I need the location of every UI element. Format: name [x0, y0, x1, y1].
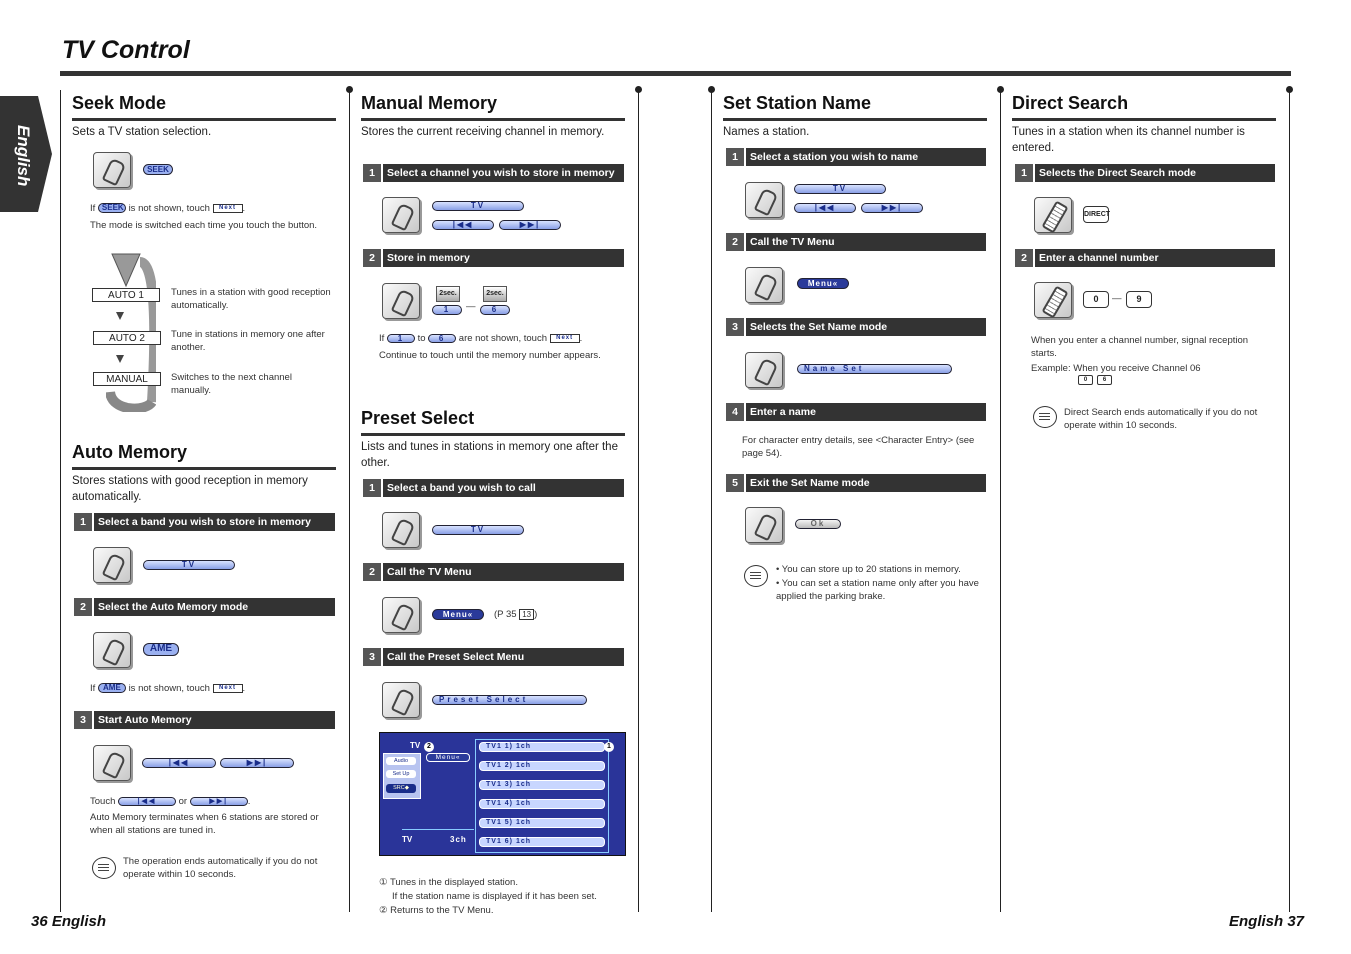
preset-select-step-2	[363, 563, 624, 581]
step-label: Start Auto Memory	[98, 714, 192, 726]
digit-key-0[interactable]: 0	[1083, 291, 1109, 308]
direct-key[interactable]: DIRECT	[1083, 206, 1109, 223]
preset-item[interactable]: TV1 4) 1ch	[479, 799, 605, 809]
preset-select-desc: Lists and tunes in stations in memory one after the other.	[361, 441, 618, 469]
divider-dot	[346, 86, 353, 93]
note-icon	[92, 857, 116, 879]
tv-button[interactable]: TV	[432, 201, 524, 211]
preset-item[interactable]: TV1 3) 1ch	[479, 780, 605, 790]
page-title: TV Control	[62, 36, 190, 64]
touch-hand-icon	[93, 547, 131, 583]
mode-auto1-desc: Tunes in a station with good reception automatically.	[171, 287, 331, 311]
touch-hand-icon	[745, 267, 783, 303]
touch-hand-icon	[93, 745, 131, 781]
seek-next-button[interactable]: ▶▶|	[220, 758, 294, 768]
step-number: 5	[726, 474, 746, 492]
auto-memory-note: The operation ends automatically if you do not operate within 10 seconds.	[123, 856, 318, 880]
if-mid-text: are not shown, touch	[458, 333, 547, 344]
preset-item[interactable]: TV1 2) 1ch	[479, 761, 605, 771]
touch-line: Touch |◀◀ or ▶▶| .	[90, 796, 251, 807]
src-button[interactable]: SRC◆	[386, 784, 416, 793]
menu-ref-text: (P 35	[494, 609, 517, 620]
if-word: If	[90, 683, 96, 694]
manual-memory-heading: Manual Memory	[361, 93, 625, 121]
direct-search-note: Direct Search ends automatically if you do not operate within 10 seconds.	[1064, 407, 1258, 431]
mode-manual-desc: Switches to the next channel manually.	[171, 372, 292, 396]
step-number: 2	[1015, 249, 1035, 267]
preset-item[interactable]: TV1 1) 1ch	[479, 742, 605, 752]
touch-word: Touch	[90, 796, 116, 807]
audio-button[interactable]: Audio	[386, 757, 416, 765]
seek-prev-button[interactable]: |◀◀	[794, 203, 856, 213]
column-divider	[349, 90, 350, 912]
step-label: Select a station you wish to name	[750, 151, 919, 163]
step-label: Call the TV Menu	[387, 566, 472, 578]
step-label: Selects the Set Name mode	[750, 321, 888, 333]
footnote-1b: If the station name is displayed if it has been set.	[392, 891, 597, 902]
preset-1-inline: 1	[387, 334, 415, 343]
divider-dot	[1286, 86, 1293, 93]
step-number: 3	[363, 648, 383, 666]
step-label: Select a band you wish to store in memory	[98, 516, 311, 528]
step-number: 3	[74, 711, 94, 729]
example-key-0: 0	[1078, 375, 1093, 385]
if-word: If	[90, 203, 96, 214]
auto-memory-end-text: Auto Memory terminates when 6 stations are stored or when all stations are tuned in.	[90, 812, 319, 836]
note-icon	[744, 565, 768, 587]
step-number: 2	[363, 249, 383, 267]
manual-memory-step-1	[363, 164, 624, 182]
column-divider	[638, 90, 639, 912]
ok-button[interactable]: Ok	[795, 519, 841, 529]
preset-list	[475, 739, 609, 853]
step-label: Call the TV Menu	[750, 236, 835, 248]
language-tab-label: English	[14, 125, 33, 187]
mode-auto2-desc: Tune in stations in memory one after another.	[171, 329, 325, 353]
touch-hand-icon	[382, 512, 420, 548]
preset-select-button[interactable]: Preset Select	[432, 695, 587, 705]
or-word: or	[178, 796, 188, 807]
remote-control-icon	[1034, 282, 1072, 318]
next-button-inline: Next	[213, 684, 243, 693]
direct-search-desc: Tunes in a station when its channel number is entered.	[1012, 126, 1245, 154]
continue-text: Continue to touch until the memory number appears.	[379, 350, 601, 361]
remote-control-icon	[1034, 197, 1072, 233]
screen-divider	[402, 829, 474, 830]
touch-hand-icon	[745, 182, 783, 218]
hold-2sec-icon: 2sec.	[483, 286, 507, 302]
set-name-step-3	[726, 318, 986, 336]
step-number: 2	[74, 598, 94, 616]
screen-channel-label: 3ch	[450, 835, 467, 844]
example-key-6: 6	[1097, 375, 1112, 385]
direct-search-heading: Direct Search	[1012, 93, 1276, 121]
step-label: Selects the Direct Search mode	[1039, 167, 1196, 179]
menu-page-ref: (P 35 13 )	[494, 609, 538, 620]
to-word: to	[417, 333, 426, 344]
menu-button[interactable]: Menu«	[432, 609, 484, 620]
ame-if-line: If AME is not shown, touch Next .	[90, 683, 246, 694]
set-name-step-4	[726, 403, 986, 421]
touch-hand-icon	[745, 352, 783, 388]
set-name-note-2: • You can set a station name only after you have applied the parking brake.	[776, 578, 979, 602]
next-inline: ▶▶|	[190, 797, 248, 806]
touch-hand-icon	[745, 507, 783, 543]
mode-auto2: AUTO 2	[93, 331, 161, 345]
seek-next-button[interactable]: ▶▶|	[499, 220, 561, 230]
step-number: 2	[363, 563, 383, 581]
touch-hand-icon	[93, 632, 131, 668]
mode-manual: MANUAL	[93, 372, 161, 386]
callout-2: 2	[424, 742, 434, 752]
name-set-button[interactable]: Name Set	[797, 364, 952, 374]
seek-mode-heading: Seek Mode	[72, 93, 336, 121]
menu-ref-number: 13	[519, 609, 534, 620]
next-button-inline: Next	[213, 204, 243, 213]
range-dash: —	[466, 301, 476, 312]
seek-prev-button[interactable]: |◀◀	[432, 220, 494, 230]
step-number: 1	[726, 148, 746, 166]
signal-text: When you enter a channel number, signal reception starts.	[1031, 335, 1249, 359]
footnote-2: ② Returns to the TV Menu.	[379, 905, 494, 916]
mode-auto1: AUTO 1	[92, 288, 160, 302]
step-label: Select the Auto Memory mode	[98, 601, 249, 613]
seek-next-button[interactable]: ▶▶|	[861, 203, 923, 213]
auto-memory-step-1	[74, 513, 335, 531]
preset-select-heading: Preset Select	[361, 408, 625, 436]
title-rule	[60, 71, 1291, 76]
seek-button-inline: SEEK	[98, 203, 126, 213]
touch-hand-icon	[382, 197, 420, 233]
divider-dot	[635, 86, 642, 93]
screen-menu-button[interactable]: Menu«	[426, 753, 470, 762]
set-name-step-5	[726, 474, 986, 492]
if-mid-text: is not shown, touch	[128, 683, 210, 694]
tv-band-button[interactable]: TV	[143, 560, 235, 570]
mode-switch-text: The mode is switched each time you touch the button.	[90, 220, 318, 231]
touch-hand-icon	[382, 682, 420, 718]
step-number: 2	[726, 233, 746, 251]
step-number: 4	[726, 403, 746, 421]
auto-memory-step-3	[74, 711, 335, 729]
preset-item[interactable]: TV1 5) 1ch	[479, 818, 605, 828]
column-divider	[1289, 90, 1290, 912]
ame-button-inline: AME	[98, 683, 126, 693]
direct-search-step-1	[1015, 164, 1275, 182]
preset-select-step-1	[363, 479, 624, 497]
language-tab	[0, 96, 52, 212]
hold-2sec-icon: 2sec.	[436, 286, 460, 302]
seek-if-line: If SEEK is not shown, touch Next .	[90, 203, 246, 214]
step-label: Select a band you wish to call	[387, 482, 536, 494]
divider-dot	[997, 86, 1004, 93]
set-name-step-1	[726, 148, 986, 166]
enter-name-text: For character entry details, see <Character Entry> (see page 54).	[742, 435, 975, 459]
if-word: If	[379, 333, 385, 344]
auto-memory-step-2	[74, 598, 335, 616]
column-divider	[1000, 90, 1001, 912]
step-label: Store in memory	[387, 252, 470, 264]
step-number: 1	[363, 479, 383, 497]
seek-button[interactable]: SEEK	[143, 164, 173, 175]
next-button-inline: Next	[550, 334, 580, 343]
auto-memory-desc: Stores stations with good reception in memory automatically.	[72, 475, 308, 503]
step-number: 1	[1015, 164, 1035, 182]
screen-top-label: TV	[410, 741, 421, 750]
step-label: Select a channel you wish to store in memory	[387, 167, 615, 179]
preset-if-line: If 1 to 6 are not shown, touch Next .	[379, 333, 583, 344]
preset-item[interactable]: TV1 6) 1ch	[479, 837, 605, 847]
direct-search-step-2	[1015, 249, 1275, 267]
preset-6-button[interactable]: 6	[480, 305, 510, 315]
divider-dot	[708, 86, 715, 93]
ame-button[interactable]: AME	[143, 643, 179, 656]
preset-select-step-3	[363, 648, 624, 666]
preset-6-inline: 6	[428, 334, 456, 343]
tv-button[interactable]: TV	[794, 184, 886, 194]
touch-hand-icon	[93, 152, 131, 188]
touch-hand-icon	[382, 597, 420, 633]
screen-band-label: TV	[402, 835, 413, 844]
step-number: 1	[74, 513, 94, 531]
auto-memory-heading: Auto Memory	[72, 442, 336, 470]
step-number: 1	[363, 164, 383, 182]
digit-key-9[interactable]: 9	[1126, 291, 1152, 308]
step-label: Exit the Set Name mode	[750, 477, 870, 489]
manual-memory-step-2	[363, 249, 624, 267]
set-name-note-1: • You can store up to 20 stations in memory.	[776, 564, 961, 575]
setup-button[interactable]: Set Up	[386, 770, 416, 778]
set-station-name-heading: Set Station Name	[723, 93, 987, 121]
note-icon	[1033, 406, 1057, 428]
column-divider	[60, 90, 61, 912]
range-dash: —	[1112, 293, 1122, 304]
column-divider	[711, 90, 712, 912]
if-mid-text: is not shown, touch	[128, 203, 210, 214]
seek-prev-button[interactable]: |◀◀	[142, 758, 216, 768]
tv-band-button[interactable]: TV	[432, 525, 524, 535]
touch-hand-icon	[382, 283, 420, 319]
page-number-right: English 37	[1229, 913, 1305, 930]
step-label: Enter a channel number	[1039, 252, 1159, 264]
manual-memory-desc: Stores the current receiving channel in memory.	[361, 126, 605, 138]
step-number: 3	[726, 318, 746, 336]
page-number-left: 36 English	[31, 913, 107, 930]
preset-1-button[interactable]: 1	[432, 305, 462, 315]
seek-mode-desc: Sets a TV station selection.	[72, 126, 212, 138]
step-label: Call the Preset Select Menu	[387, 651, 525, 663]
footnote-1: ① Tunes in the displayed station.	[379, 877, 518, 888]
menu-button[interactable]: Menu«	[797, 278, 849, 289]
set-station-name-desc: Names a station.	[723, 126, 810, 138]
preset-select-screen	[379, 732, 626, 856]
example-text: Example: When you receive Channel 06	[1031, 363, 1201, 374]
prev-inline: |◀◀	[118, 797, 176, 806]
callout-1: 1	[604, 742, 614, 752]
set-name-step-2	[726, 233, 986, 251]
step-label: Enter a name	[750, 406, 816, 418]
